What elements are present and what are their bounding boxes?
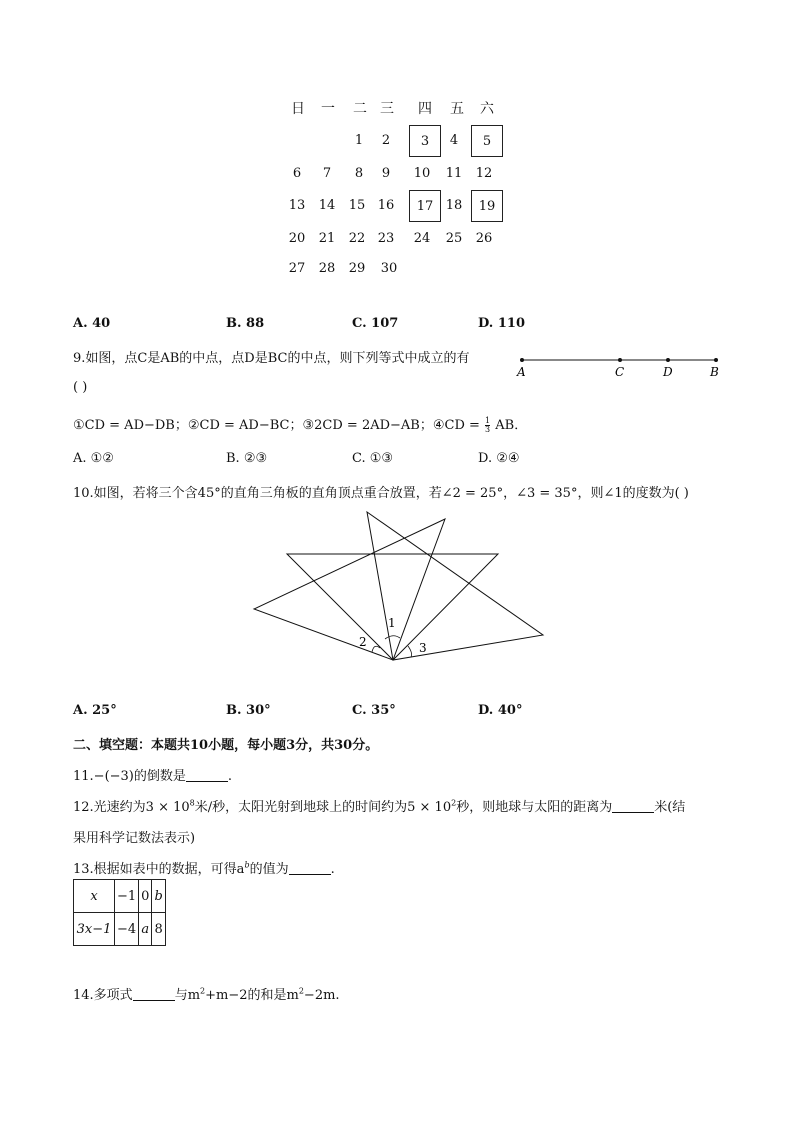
table-cell: −4	[115, 913, 139, 946]
calendar-day-boxed: 17	[409, 190, 441, 222]
calendar-day: 12	[475, 166, 493, 181]
calendar-header: 四	[418, 101, 432, 117]
q8-option-b[interactable]: B. 88	[226, 316, 265, 331]
calendar-day: 7	[322, 166, 332, 181]
calendar-day: 15	[348, 198, 366, 213]
point-a-label: A	[517, 365, 526, 379]
q11: 11.−(−3)的倒数是 .	[73, 769, 233, 784]
table-cell: 8	[152, 913, 165, 946]
calendar-day: 23	[377, 231, 395, 246]
angle-2-label: 2	[359, 635, 367, 649]
calendar-day: 20	[288, 231, 306, 246]
q13-value-table	[73, 879, 166, 946]
table-cell: x	[74, 880, 115, 913]
calendar-day: 14	[318, 198, 336, 213]
answer-blank[interactable]	[133, 988, 175, 1001]
point-b-label: B	[710, 365, 719, 379]
q10-option-b[interactable]: B. 30°	[226, 703, 271, 718]
calendar-day: 18	[445, 198, 463, 213]
calendar-day: 10	[413, 166, 431, 181]
q10-option-c[interactable]: C. 35°	[352, 703, 396, 718]
q9-option-d[interactable]: D. ②④	[478, 451, 520, 466]
q12-line2: 果用科学记数法表示)	[73, 831, 196, 846]
calendar-day-boxed: 19	[471, 190, 503, 222]
calendar-day-boxed: 5	[471, 125, 503, 157]
calendar-header: 日	[291, 101, 305, 117]
calendar-header: 六	[480, 101, 494, 117]
q8-option-a[interactable]: A. 40	[73, 316, 111, 331]
q10-option-d[interactable]: D. 40°	[478, 703, 523, 718]
fraction-one-third: $\frac{1}{3}$	[485, 416, 491, 434]
q9-option-a[interactable]: A. ①②	[73, 451, 114, 466]
calendar-header: 一	[321, 101, 335, 117]
q12-line1: 12.光速约为$3 \times 10^8$米/秒，太阳光射到地球上的时间约为$5 \times 10^2$秒，则地球与太阳的距离为 米(结	[73, 798, 686, 815]
point-d-label: D	[663, 365, 673, 379]
calendar-day: 8	[354, 166, 364, 181]
q8-option-c[interactable]: C. 107	[352, 316, 399, 331]
calendar-day: 11	[445, 166, 463, 181]
calendar-day: 30	[380, 261, 398, 276]
table-cell: b	[152, 880, 165, 913]
q9-option-b[interactable]: B. ②③	[226, 451, 268, 466]
q9-segment-figure	[510, 350, 725, 382]
table-cell: 0	[139, 880, 152, 913]
q14: 14.多项式 与$m^2+m-2$的和是$m^2-2m$.	[73, 986, 340, 1003]
q9-option-c[interactable]: C. ①③	[352, 451, 394, 466]
calendar-day: 21	[318, 231, 336, 246]
calendar-header: 二	[353, 101, 367, 117]
calendar-day: 6	[292, 166, 302, 181]
calendar-day: 22	[348, 231, 366, 246]
calendar-day: 27	[288, 261, 306, 276]
answer-blank[interactable]	[289, 862, 331, 875]
calendar-day: 13	[288, 198, 306, 213]
calendar-day: 2	[381, 133, 391, 148]
angle-1-label: 1	[388, 616, 396, 630]
table-cell: −1	[115, 880, 139, 913]
table-cell: a	[139, 913, 152, 946]
q10-option-a[interactable]: A. 25°	[73, 703, 117, 718]
calendar-header: 五	[450, 101, 464, 117]
answer-blank[interactable]	[186, 769, 228, 782]
angle-3-label: 3	[419, 641, 427, 655]
q10-text: 10.如图，若将三个含45°的直角三角板的直角顶点重合放置，若∠2 = 25°，∠3 = 35°，则∠1的度数为( )	[73, 486, 689, 501]
q13-text: 13.根据如表中的数据，可得$a^b$的值为 .	[73, 860, 335, 877]
table-cell: 3x−1	[74, 913, 115, 946]
calendar-day: 25	[445, 231, 463, 246]
answer-blank[interactable]	[612, 800, 654, 813]
calendar-day-boxed: 3	[409, 125, 441, 157]
calendar-day: 29	[348, 261, 366, 276]
calendar-day: 1	[354, 133, 364, 148]
q9-statements: ①CD = AD−DB；②CD = AD−BC；③2CD = 2AD−AB；④CD = $\frac{1}{3}$ AB．	[73, 416, 528, 434]
calendar-day: 16	[377, 198, 395, 213]
q9-text: 9.如图，点C是AB的中点，点D是BC的中点，则下列等式中成立的有	[73, 351, 470, 366]
section-heading: 二、填空题：本题共10小题，每小题3分，共30分。	[73, 738, 379, 753]
calendar-day: 28	[318, 261, 336, 276]
q8-option-d[interactable]: D. 110	[478, 316, 525, 331]
calendar-header: 三	[380, 101, 394, 117]
calendar-day: 4	[449, 133, 459, 148]
calendar-day: 24	[413, 231, 431, 246]
q10-triangles-figure	[240, 505, 560, 675]
q9-paren: ( )	[73, 380, 88, 395]
calendar-day: 26	[475, 231, 493, 246]
calendar-day: 9	[381, 166, 391, 181]
point-c-label: C	[615, 365, 625, 379]
